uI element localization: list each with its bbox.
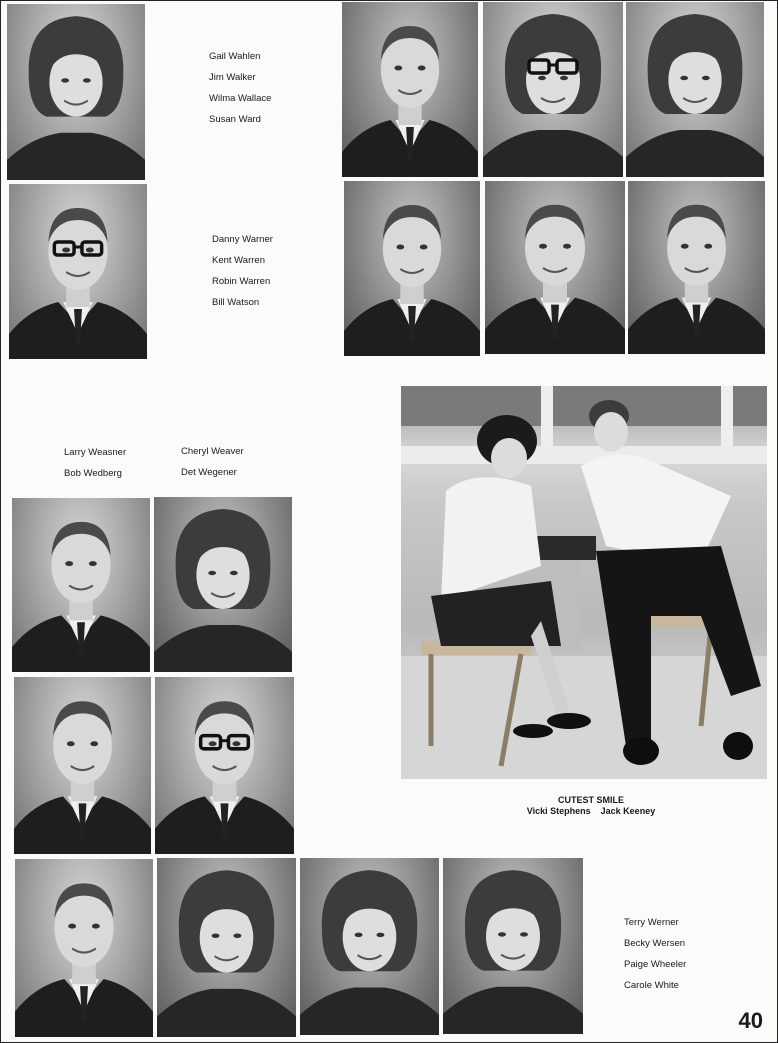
name-list-group3-left — [64, 442, 126, 484]
portrait-jim-walker — [342, 2, 478, 177]
name-label: Jim Walker — [209, 72, 256, 83]
portrait-cheryl-weaver — [154, 497, 292, 672]
name-label: Wilma Wallace — [209, 93, 272, 104]
portrait-robin-warren — [485, 181, 625, 354]
name-list-group4 — [624, 912, 686, 996]
caption-title: CUTEST SMILE — [557, 795, 624, 805]
page-number: 40 — [738, 1008, 763, 1033]
portrait-bill-watson — [628, 181, 765, 354]
portrait-gail-wahlen — [7, 4, 145, 180]
portrait-becky-wersen — [157, 858, 296, 1037]
portrait-det-wegener — [155, 677, 294, 854]
caption-names: Vicki Stephens Jack Keeney — [526, 806, 656, 816]
portrait-susan-ward — [626, 2, 764, 177]
name-label: Danny Warner — [212, 234, 273, 245]
name-label: Bill Watson — [212, 297, 260, 308]
portrait-carole-white — [443, 858, 583, 1034]
name-label: Cheryl Weaver — [181, 446, 244, 457]
portrait-kent-warren — [344, 181, 480, 356]
portrait-bob-wedberg — [14, 677, 151, 854]
portrait-larry-weasner — [12, 498, 150, 672]
name-label: Paige Wheeler — [624, 959, 687, 970]
name-list-group3-right — [181, 441, 244, 483]
name-label: Det Wegener — [181, 467, 237, 478]
name-label: Terry Werner — [624, 917, 679, 928]
portrait-paige-wheeler — [300, 858, 439, 1035]
name-label: Becky Wersen — [624, 938, 686, 949]
name-label: Robin Warren — [212, 276, 271, 287]
candid-photo-cutest-smile — [401, 386, 767, 779]
name-label: Bob Wedberg — [64, 468, 122, 479]
name-list-group2 — [212, 229, 273, 313]
name-label: Larry Weasner — [64, 447, 127, 458]
portrait-danny-warner — [9, 184, 147, 359]
name-label: Gail Wahlen — [209, 51, 261, 62]
name-label: Carole White — [624, 980, 679, 991]
name-list-group1 — [209, 46, 271, 130]
name-label: Kent Warren — [212, 255, 265, 266]
portrait-wilma-wallace — [483, 2, 623, 177]
candid-caption — [511, 795, 671, 817]
portrait-terry-werner — [15, 859, 153, 1037]
name-label: Susan Ward — [209, 114, 261, 125]
